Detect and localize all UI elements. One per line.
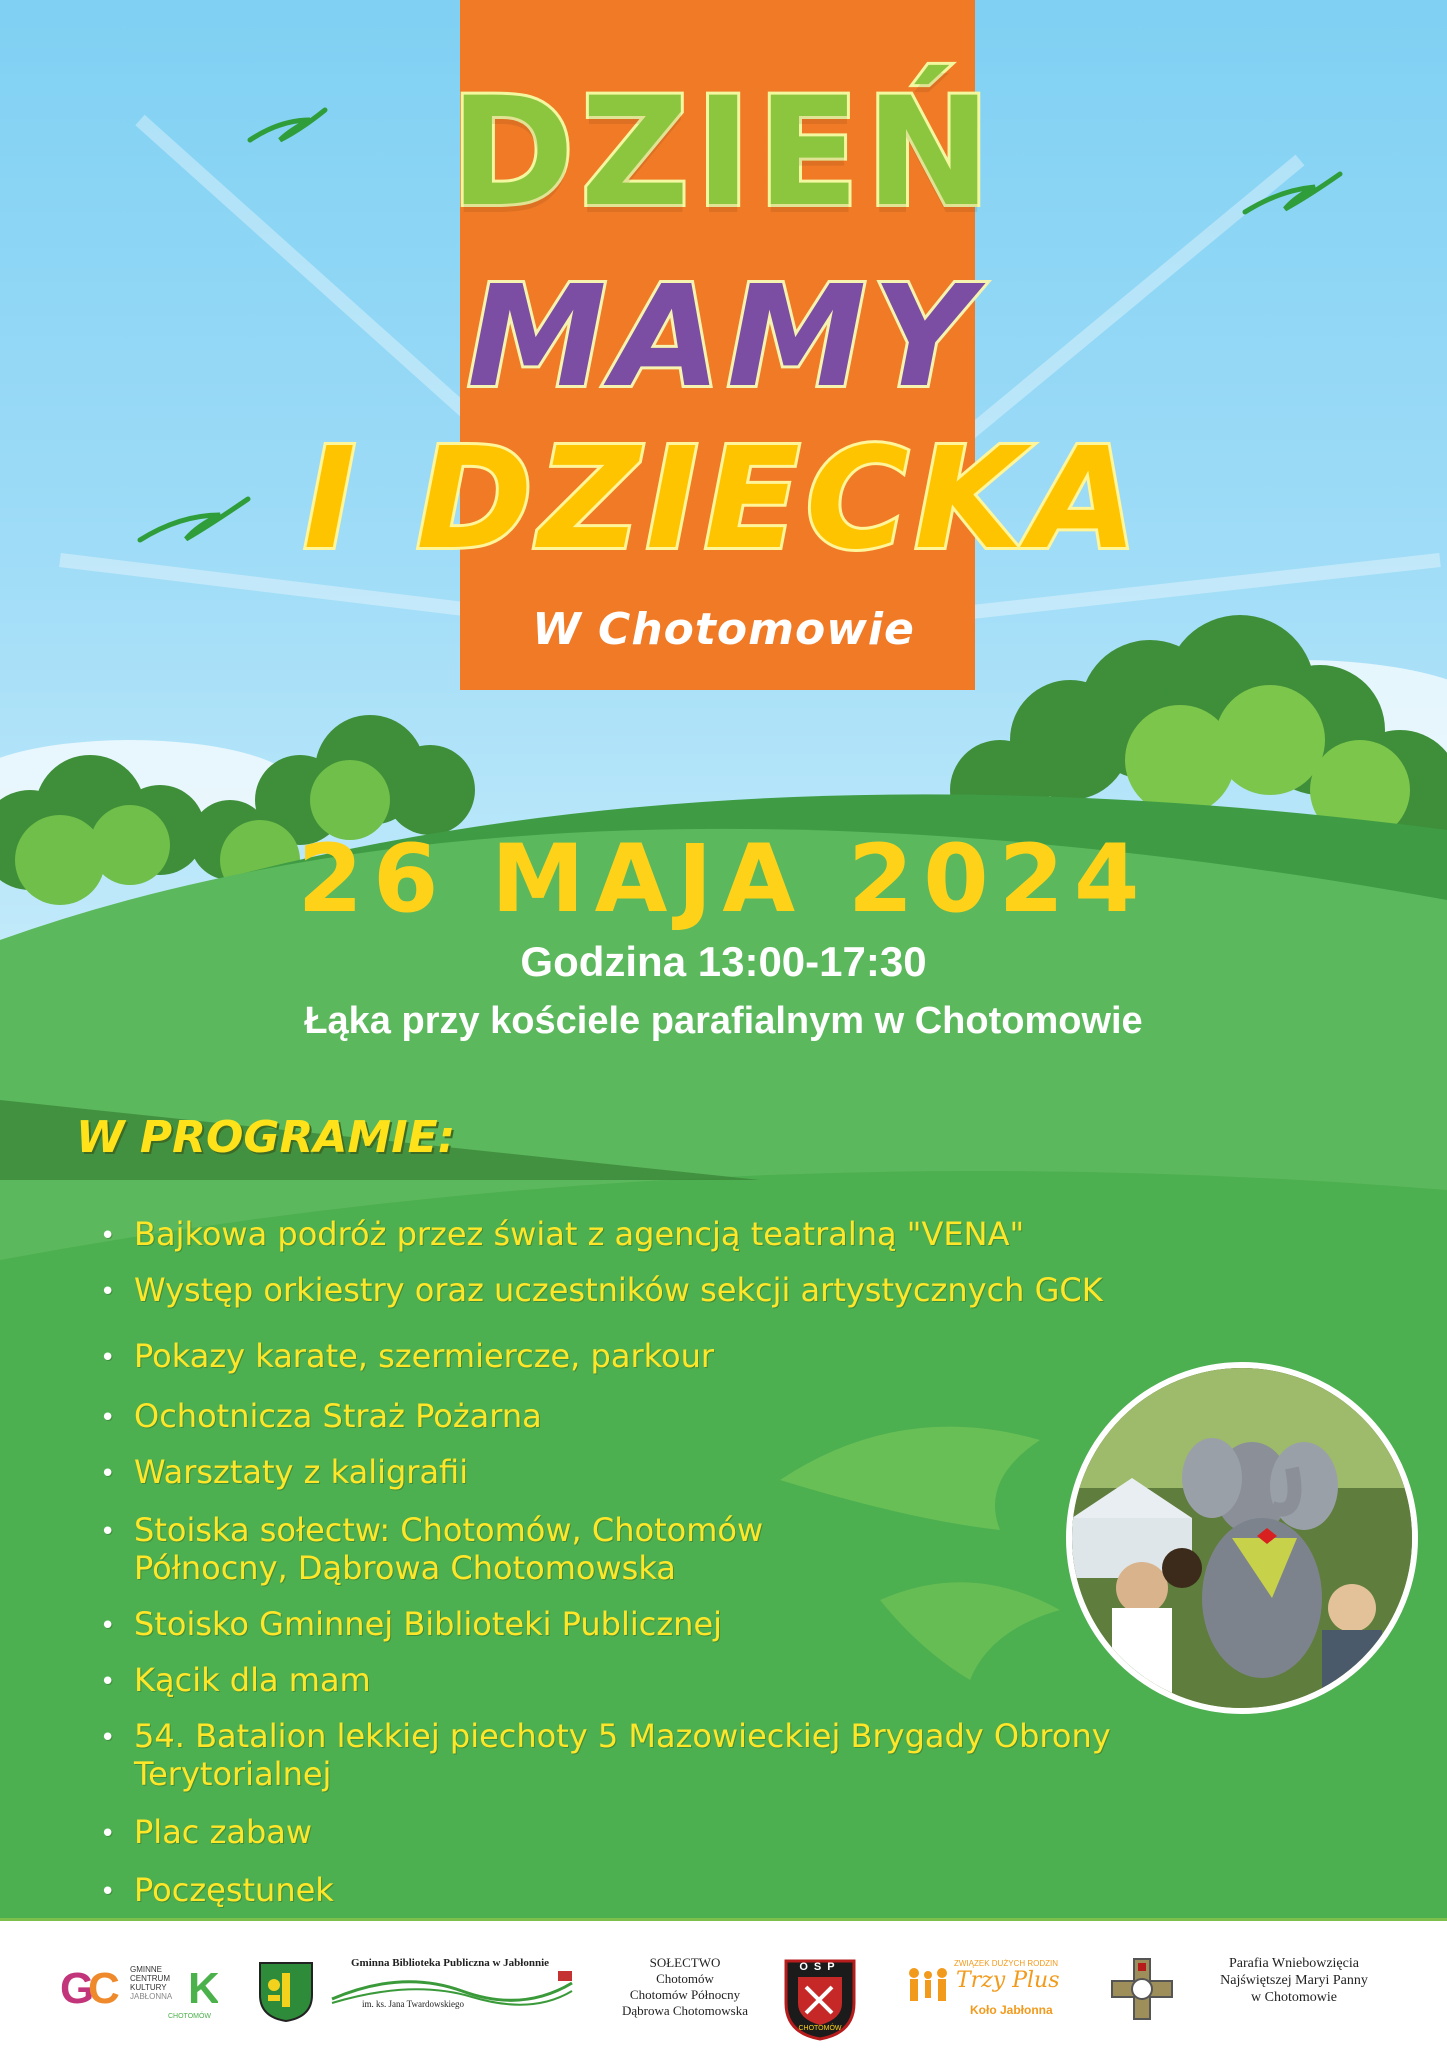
library-title: Gminna Biblioteka Publiczna w Jabłonnie [350,1957,550,1969]
program-item: • Stoisko Gminnej Biblioteki Publicznej [96,1605,1276,1643]
gck-text-3: KULTURY [130,1983,167,1992]
cross-icon [1110,1957,1174,2021]
sponsors-footer [0,1918,1447,2051]
trzyplus-logo [904,1959,1084,2017]
solectwo-text [600,1955,770,2019]
subtitle: W Chotomowie [532,604,915,655]
program-item: • Poczęstunek [96,1871,1276,1909]
event-date: 26 MAJA 2024 [297,825,1150,934]
trzyplus-name: Trzy Plus [956,1968,1060,1993]
program-item: • 54. Batalion lekkiej piechoty 5 Mazowieckiej Brygady Obrony Terytorialnej [96,1717,1314,1793]
mascot-photo-illustration [1072,1368,1418,1714]
program-heading: W PROGRAMIE: [76,1112,456,1163]
event-photo [1066,1362,1418,1714]
title-line-1: DZIEŃ [449,66,998,240]
program-item: • Bajkowa podróż przez świat z agencją teatralną "VENA" [96,1215,1276,1253]
solectwo-line-2: Chotomów Północny [629,1987,741,2002]
program-item: • Ochotnicza Straż Pożarna [96,1397,1276,1435]
gmina-crest-logo [258,1961,314,2027]
program-item: • Plac zabaw [96,1813,1276,1851]
parish-line-3: w Chotomowie [1251,1990,1337,2005]
gck-text-4: JABŁONNA [130,1992,173,2001]
gck-text-1: GMINNE [130,1965,162,1974]
solectwo-line-1: Chotomów [656,1971,714,1986]
library-subtitle: im. ks. Jana Twardowskiego [362,1999,464,2009]
solectwo-line-3: Dąbrowa Chotomowska [621,2003,748,2018]
gck-town: CHOTOMÓW [168,2013,212,2020]
event-hours: Godzina 13:00-17:30 [520,938,927,985]
program-item: • Warsztaty z kaligrafii [96,1453,794,1491]
title-line-3: I DZIECKA [303,418,1144,581]
program-item: • Stoiska sołectw: Chotomów, Chotomów Północny, Dąbrowa Chotomowska [96,1511,874,1587]
svg-text:G: G [60,1964,95,2013]
program-item: • Pokazy karate, szermiercze, parkour [96,1337,1276,1375]
parish-line-1: Parafia Wniebowzięcia [1229,1956,1359,1971]
parish-text [1196,1955,1392,2006]
trzyplus-top: ZWIĄZEK DUŻYCH RODZIN [954,1959,1058,1968]
title-line-2: MAMY [467,256,980,419]
program-item: • Kącik dla mam [96,1661,1276,1699]
trzyplus-sub: Koło Jabłonna [970,2003,1053,2017]
library-logo [322,1957,578,2027]
program-item: • Występ orkiestry oraz uczestników sekcji artystycznych GCK [96,1271,1276,1309]
osp-logo [782,1957,858,2045]
solectwo-title: SOŁECTWO [649,1955,721,1970]
gck-logo [58,1955,218,2025]
svg-text:C: C [88,1964,120,2013]
event-place: Łąka przy kościele parafialnym w Chotomowie [304,1000,1143,1042]
svg-text:K: K [188,1964,218,2013]
parish-line-2: Najświętszej Maryi Panny [1220,1973,1368,1988]
gck-text-2: CENTRUM [130,1974,170,1983]
brigade-cross-logo [1110,1957,1174,2025]
family-icon [904,1965,954,2005]
osp-town: CHOTOMÓW [798,2025,842,2032]
osp-label: OSP [799,1961,841,1973]
crest-icon [258,1961,314,2023]
